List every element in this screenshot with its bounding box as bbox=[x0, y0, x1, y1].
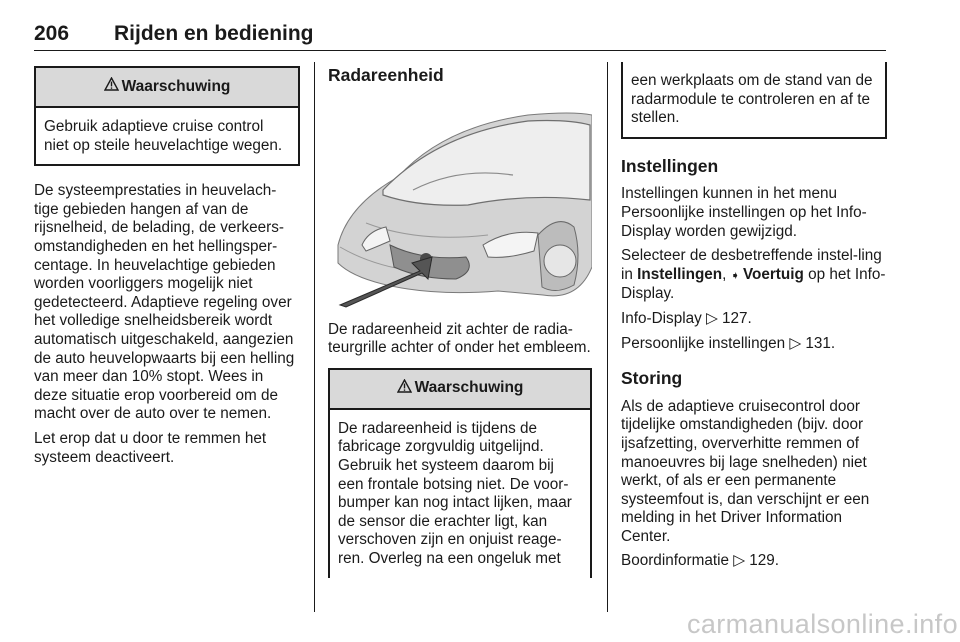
warning-triangle-icon bbox=[397, 379, 412, 399]
warning-text: een werkplaats om de stand van de radarmodule te controleren en af te stellen. bbox=[631, 72, 873, 127]
warning-text: De radareenheid is tijdens de fabricage zorgvuldig uitgelijnd. Gebruik het systeem daarom bij een frontale botsing niet. De voor-bumper kan nog intact lijken, maar de sensor die erachter ligt, kan verschoven zijn en onjuist reage-ren. Overleg na een ongeluk met bbox=[338, 419, 572, 567]
chapter-title: Rijden en bediening bbox=[114, 22, 314, 45]
column-divider bbox=[607, 62, 608, 612]
page-reference: Boordinformatie ▷ 129. bbox=[621, 552, 780, 570]
page-reference: Persoonlijke instellingen ▷ 131. bbox=[621, 334, 836, 352]
warning-box-continued bbox=[621, 62, 887, 139]
warning-title: Waarschuwing bbox=[414, 379, 524, 397]
page-reference-icon: ▷ bbox=[706, 309, 718, 327]
menu-item-settings: Instellingen bbox=[637, 265, 723, 283]
warning-box bbox=[34, 66, 300, 166]
column-right bbox=[621, 62, 887, 577]
section-heading: Radareenheid bbox=[328, 65, 444, 85]
page-reference-icon: ▷ bbox=[789, 334, 802, 352]
page-number: 206 bbox=[34, 22, 70, 45]
menu-arrow-icon: ➧ bbox=[730, 269, 743, 282]
warning-box bbox=[328, 368, 592, 578]
section-heading: Storing bbox=[621, 368, 683, 389]
warning-header bbox=[36, 68, 298, 108]
column-left bbox=[34, 66, 300, 473]
warning-text: Gebruik adaptieve cruise control niet op steile heuvelachtige wegen. bbox=[44, 118, 283, 154]
paragraph: Selecteer de desbetreffende instel-ling in Instellingen, ➧ Voertuig op het Info-Display. bbox=[621, 247, 886, 303]
page-reference-icon: ▷ bbox=[733, 552, 745, 570]
paragraph: Als de adaptieve cruisecontrol door tijdelijke omstandigheden (bijv. door ijsafzetting, oververhitte remmen of manoeuvres bij lage snelheden) niet werkt, of als er een permanente systeemfout is, dan verschijnt er een melding in het Driver Information Center. bbox=[621, 397, 870, 545]
warning-title: Waarschuwing bbox=[121, 77, 231, 95]
watermark: carmanualsonline.info bbox=[686, 609, 958, 639]
warning-triangle-icon bbox=[104, 77, 119, 97]
car-radar-illustration bbox=[328, 95, 592, 309]
column-middle bbox=[328, 66, 592, 578]
warning-header bbox=[330, 370, 590, 410]
section-heading: Instellingen bbox=[621, 155, 719, 176]
paragraph: Instellingen kunnen in het menu Persoonlijke instellingen op het Info-Display worden gewijzigd. bbox=[621, 185, 867, 240]
page-reference: Info-Display ▷ 127. bbox=[621, 309, 752, 327]
paragraph: Let erop dat u door te remmen het systeem deactiveert. bbox=[34, 429, 267, 466]
menu-item-vehicle: Voertuig bbox=[742, 265, 804, 283]
column-divider bbox=[314, 62, 315, 612]
page-header bbox=[34, 22, 886, 51]
illustration-caption: De radareenheid zit achter de radia-teurgrille achter of onder het embleem. bbox=[328, 320, 591, 357]
paragraph: De systeemprestaties in heuvelach-tige gebieden hangen af van de rijsnelheid, de belading, de verkeers-omstandigheden en het hellingsper-centage. In heuvelachtige gebieden worden voorliggers mogelijk niet gedetecteerd. Adaptieve regeling over het volledige snelheidsbereik wordt automatisch uitgeschakeld, aangezien de auto heuvelopwaarts bij een helling van meer dan 10% stopt. Wees in deze situatie erop voorbereid om de macht over de auto over te nemen. bbox=[34, 182, 295, 423]
